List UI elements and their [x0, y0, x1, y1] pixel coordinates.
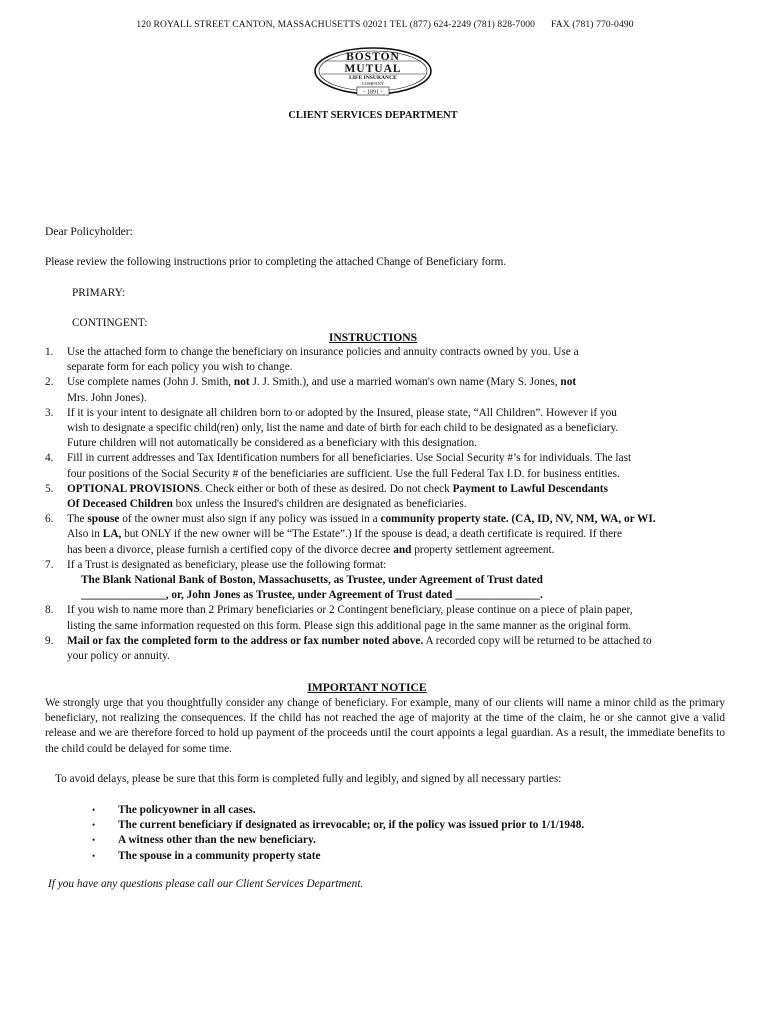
list-item-text: The policyowner in all cases.: [118, 804, 256, 816]
trust-format-line: _______________, or, John Jones as Trustee, under Agreement of Trust dated _______________.: [81, 589, 543, 602]
bold-text-run: community property state. (CA, ID, NV, NM, WA, or WI.: [380, 513, 656, 526]
instruction-number: 9.: [45, 634, 54, 647]
department-title: CLIENT SERVICES DEPARTMENT: [288, 110, 458, 121]
list-item-text: The spouse in a community property state: [118, 849, 321, 862]
bold-text-run: not: [233, 376, 250, 389]
instruction-item: [45, 406, 735, 452]
bold-text-run: Payment to Lawful Descendants: [452, 482, 608, 495]
instruction-line: [67, 375, 735, 390]
text-run: The: [67, 513, 88, 526]
instruction-number: 1.: [45, 346, 54, 358]
text-run: A recorded copy will be returned to be attached to: [423, 634, 652, 647]
instruction-item: [45, 634, 735, 664]
instruction-line: If it is your intent to designate all children born to or adopted by the Insured, please state, “All Children”. However if you: [67, 406, 617, 419]
boston-mutual-logo: [313, 46, 433, 98]
avoid-delays-text: To avoid delays, please be sure that this form is completed fully and legibly, and signed by all necessary parties:: [55, 773, 562, 785]
instruction-number: 6.: [45, 513, 54, 526]
instruction-line: [67, 527, 735, 542]
instruction-item: [45, 375, 735, 405]
instruction-line: listing the same information requested on this form. Please sign this additional page in the same manner as the original form.: [67, 619, 632, 632]
bullet-icon: •: [92, 850, 96, 861]
instruction-line: your policy or annuity.: [67, 650, 170, 663]
closing-note: If you have any questions please call our Client Services Department.: [48, 878, 364, 890]
instruction-line: separate form for each policy you wish to change.: [67, 361, 293, 374]
text-run: Also in: [67, 528, 103, 541]
instruction-line: Future children will not automatically be considered as a beneficiary with this designation.: [67, 437, 478, 450]
instruction-line: wish to designate a specific child(ren) only, list the name and date of birth for each child to be designated as a beneficiary.: [67, 422, 619, 435]
instruction-number: 2.: [45, 376, 54, 389]
text-run: J. J. Smith.), and use a married woman's own name (Mary S. Jones,: [249, 376, 561, 389]
logo-text-mutual: MUTUAL: [344, 63, 402, 75]
bold-text-run: and: [393, 543, 412, 556]
instruction-line: four positions of the Social Security # of the beneficiaries are sufficient. Use the full Federal Tax I.D. for business entities.: [67, 467, 620, 480]
contingent-label: CONTINGENT:: [72, 317, 148, 329]
instructions-list: [45, 345, 735, 664]
instruction-item: [45, 482, 735, 512]
bold-text-run: Mail or fax the completed form to the address or fax number noted above.: [67, 634, 424, 647]
bold-text-run: OPTIONAL PROVISIONS: [67, 482, 200, 495]
instruction-line: [67, 634, 735, 649]
text-run: has been a divorce, please furnish a certified copy of the divorce decree: [67, 543, 394, 556]
instruction-item: [45, 451, 735, 481]
trust-format-line: The Blank National Bank of Boston, Massachusetts, as Trustee, under Agreement of Trust dated: [81, 574, 543, 587]
logo-text-boston: BOSTON: [346, 51, 400, 63]
instruction-number: 4.: [45, 452, 54, 465]
instruction-line: Use the attached form to change the beneficiary on insurance policies and annuity contracts owned by you. Use a: [67, 346, 579, 358]
instruction-item: [45, 558, 735, 604]
bold-text-run: not: [560, 376, 577, 389]
important-notice-heading: IMPORTANT NOTICE: [307, 681, 427, 694]
bullet-icon: •: [92, 805, 96, 815]
list-item-text: The current beneficiary if designated as irrevocable; or, if the policy was issued prior to 1/1/1948.: [118, 819, 585, 832]
list-item-text: A witness other than the new beneficiary.: [118, 834, 316, 847]
text-run: property settlement agreement.: [411, 543, 555, 556]
instruction-line: If a Trust is designated as beneficiary, please use the following format:: [67, 558, 387, 571]
bold-text-run: Of Deceased Children: [67, 498, 173, 511]
instruction-line: Mrs. John Jones).: [67, 391, 147, 404]
logo-text-year: - 1891 -: [363, 89, 383, 96]
bullet-icon: •: [92, 835, 96, 846]
address-phone-text: 120 ROYALL STREET CANTON, MASSACHUSETTS 02021 TEL (877) 624-2249 (781) 828-7000: [136, 19, 536, 30]
instruction-item: [45, 512, 735, 558]
instruction-line: [67, 497, 735, 512]
primary-label: PRIMARY:: [72, 287, 125, 299]
company-address-header: [0, 17, 770, 32]
text-run: Use complete names (John J. Smith,: [67, 376, 234, 389]
instruction-line: [67, 512, 735, 527]
salutation: Dear Policyholder:: [45, 225, 133, 238]
text-run: . Check either or both of these as desired. Do not check: [199, 482, 453, 495]
instruction-number: 5.: [45, 482, 54, 495]
list-item: [92, 818, 584, 833]
list-item: [92, 833, 584, 848]
instruction-line: If you wish to name more than 2 Primary beneficiaries or 2 Contingent beneficiary, please continue on a piece of plain paper,: [67, 604, 633, 617]
instruction-line: [67, 482, 735, 497]
logo-text-life-insurance: LIFE INSURANCE: [349, 75, 397, 81]
required-signers-list: [92, 803, 584, 864]
instruction-number: 3.: [45, 406, 54, 419]
list-item: [92, 849, 584, 864]
text-run: box unless the Insured's children are designated as beneficiaries.: [172, 498, 467, 511]
text-run: but ONLY if the new owner will be “The Estate”.) If the spouse is dead, a death certificate is required. If there: [121, 528, 622, 541]
instructions-heading: INSTRUCTIONS: [328, 331, 418, 344]
list-item: [92, 803, 584, 818]
bold-text-run: LA,: [102, 528, 122, 541]
important-notice-text: We strongly urge that you thoughtfully consider any change of beneficiary. For example, many of our clients will name a minor child as the primary beneficiary, not realizing the consequences. If the child has not reached the age of majority at the time of the claim, he or she cannot give a valid release and we are therefore forced to hold up payment of the proceeds until the court appoints a legal guardian. As a result, the immediate benefits to the child could be delayed for some time.: [45, 697, 725, 755]
instruction-number: 8.: [45, 604, 54, 617]
bold-text-run: spouse: [87, 513, 120, 526]
instruction-item: [45, 345, 735, 375]
instruction-line: [67, 543, 735, 558]
review-instructions-text: Please review the following instructions prior to completing the attached Change of Beneficiary form.: [45, 256, 507, 268]
logo-text-company: COMPANY: [361, 81, 385, 86]
fax-text: FAX (781) 770-0490: [551, 19, 634, 30]
text-run: of the owner must also sign if any policy was issued in a: [119, 513, 381, 526]
instruction-number: 7.: [45, 558, 54, 571]
instruction-item: [45, 603, 735, 633]
bullet-icon: •: [92, 820, 96, 831]
instruction-line: Fill in current addresses and Tax Identification numbers for all beneficiaries. Use Social Security #’s for individuals. The last: [67, 452, 632, 465]
